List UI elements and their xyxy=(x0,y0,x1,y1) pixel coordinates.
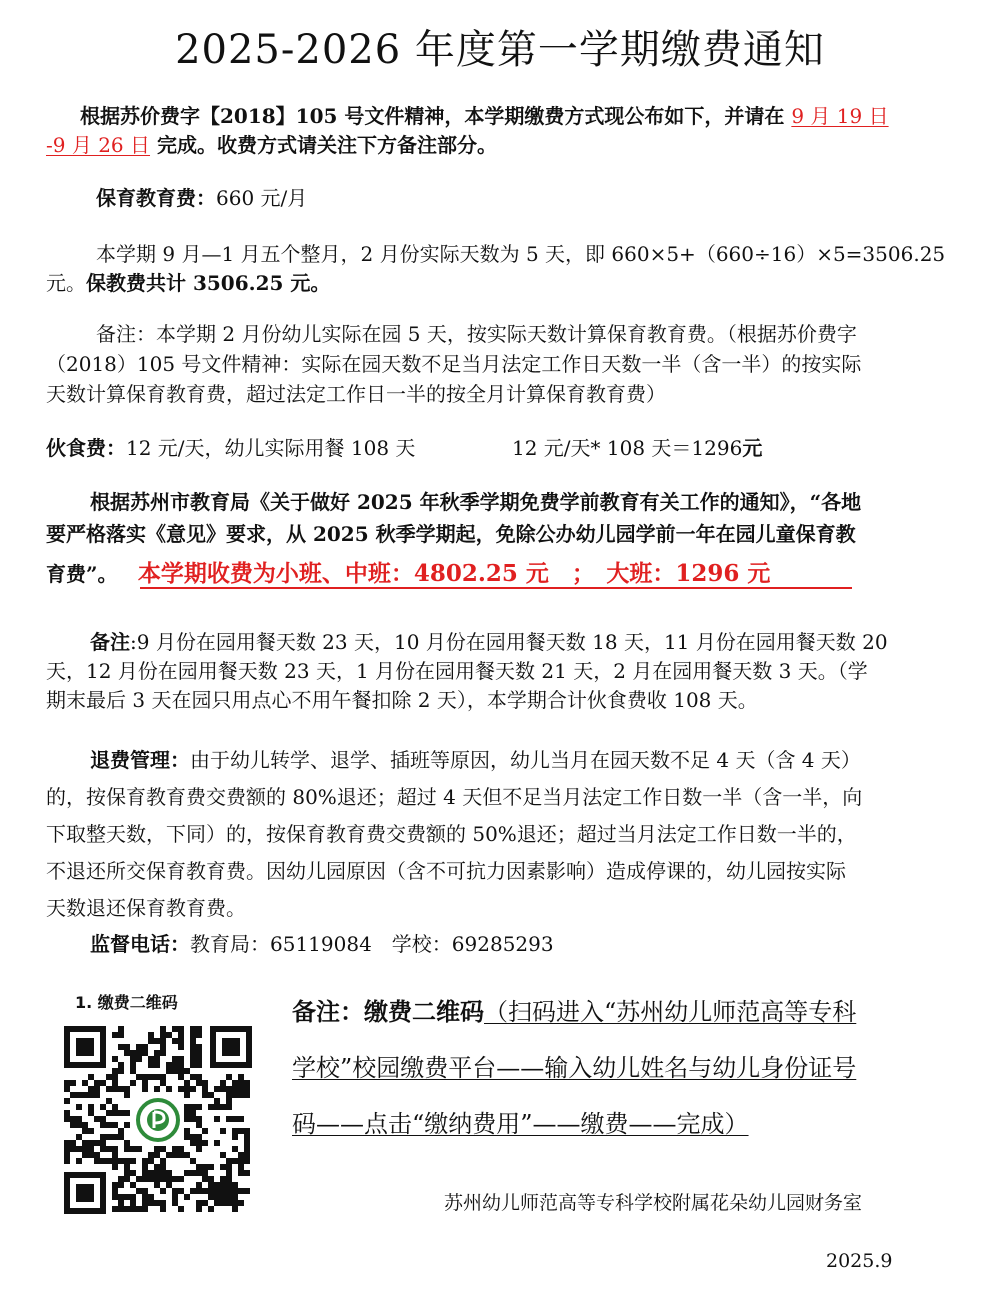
policy-text-end: 育费”。 xyxy=(46,562,118,586)
remark1-line-3: 天数计算保育教育费，超过法定工作日一半的按全月计算保育教育费） xyxy=(46,382,666,406)
intro-line-2 xyxy=(46,133,497,157)
deadline-end: -9 月 26 日 xyxy=(46,133,151,157)
refund-line-3: 下取整天数，下同）的，按保育教育费交费额的 50%退还；超过当月法定工作日数一半的， xyxy=(46,822,857,846)
intro-line-1 xyxy=(80,104,889,128)
refund-text: 由于幼儿转学、退学、插班等原因，幼儿当月在园天数不足 4 天（含 4 天） xyxy=(190,748,861,772)
remark2-line-1 xyxy=(90,630,888,654)
calc-line-1: 本学期 9 月—1 月五个整月，2 月份实际天数为 5 天，即 660×5+（660÷16）×5=3506.25 xyxy=(96,242,946,266)
qr-code-image xyxy=(60,1022,256,1218)
meal-fee-label: 伙食费： xyxy=(46,436,126,460)
refund-line-2: 的，按保育教育费交费额的 80%退还；超过 4 天但不足当月法定工作日数一半（含一半，向 xyxy=(46,785,863,809)
qr-note-text-1: （扫码进入“苏州幼儿师范高等专科 xyxy=(484,998,857,1026)
remark2-line-2: 天，12 月份在园用餐天数 23 天，1 月份在园用餐天数 21 天，2 月在园用餐天数 3 天。（学 xyxy=(46,659,868,683)
qr-note-label: 备注：缴费二维码 xyxy=(292,997,484,1026)
care-fee xyxy=(96,186,307,210)
qr-note-line-3: 码——点击“缴纳费用”——缴费——完成） xyxy=(292,1110,749,1138)
supervision-label: 监督电话： xyxy=(90,932,190,956)
care-fee-total: 保教费共计 3506.25 元。 xyxy=(86,271,331,295)
calc-line-2 xyxy=(46,271,330,295)
supervision-value: 教育局：65119084 学校：69285293 xyxy=(190,932,554,956)
page-title: 2025-2026 年度第一学期缴费通知 xyxy=(175,27,825,73)
fee-summary-underline xyxy=(140,587,852,589)
issuer-org: 苏州幼儿师范高等专科学校附属花朵幼儿园财务室 xyxy=(444,1192,863,1214)
remark1-line-1: 备注：本学期 2 月份幼儿实际在园 5 天，按实际天数计算保育教育费。（根据苏价费字 xyxy=(96,322,857,346)
meal-fee xyxy=(46,436,415,460)
care-fee-value: 660 元/月 xyxy=(216,186,308,210)
refund-label: 退费管理： xyxy=(90,748,190,772)
policy-line-3 xyxy=(46,562,770,586)
qr-note-line-2: 学校”校园缴费平台——输入幼儿姓名与幼儿身份证号 xyxy=(292,1054,857,1082)
fee-summary: 本学期收费为小班、中班：4802.25 元 ； 大班：1296 元 xyxy=(137,560,771,587)
remark2-text: :9 月份在园用餐天数 23 天，10 月份在园用餐天数 18 天，11 月份在园用餐天数 20 xyxy=(130,630,888,654)
deadline-start: 9 月 19 日 xyxy=(791,104,889,128)
care-fee-label: 保育教育费： xyxy=(96,186,216,210)
policy-line-1: 根据苏州市教育局《关于做好 2025 年秋季学期免费学前教育有关工作的通知》，“各地 xyxy=(90,490,862,514)
calc-unit: 元。 xyxy=(46,271,86,295)
meal-fee-calc xyxy=(512,436,762,460)
meal-fee-value: 12 元/天，幼儿实际用餐 108 天 xyxy=(126,436,416,460)
qr-label: 1. 缴费二维码 xyxy=(75,993,178,1012)
refund-line-4: 不退还所交保育教育费。因幼儿园原因（含不可抗力因素影响）造成停课的，幼儿园按实际 xyxy=(46,859,846,883)
intro-text-2: 完成。收费方式请关注下方备注部分。 xyxy=(156,133,497,157)
supervision-phones xyxy=(90,932,554,956)
refund-line-1 xyxy=(90,748,861,772)
policy-line-2: 要严格落实《意见》要求，从 2025 秋季学期起，免除公办幼儿园学前一年在园儿童保育教 xyxy=(46,522,856,546)
intro-text: 根据苏价费字【2018】105 号文件精神，本学期缴费方式现公布如下，并请在 xyxy=(80,104,785,128)
issue-date: 2025.9 xyxy=(826,1250,893,1272)
meal-calc-text: 12 元/天* 108 天＝1296 xyxy=(512,436,743,460)
meal-calc-unit: 元 xyxy=(742,436,763,460)
remark1-line-2: （2018）105 号文件精神：实际在园天数不足当月法定工作日天数一半（含一半）的按实际 xyxy=(46,352,862,376)
qr-note-line-1 xyxy=(292,998,856,1026)
refund-line-5: 天数退还保育教育费。 xyxy=(46,896,246,920)
payment-qr-code[interactable] xyxy=(60,1022,256,1218)
remark2-label: 备注 xyxy=(90,630,130,654)
remark2-line-3: 期末最后 3 天在园只用点心不用午餐扣除 2 天），本学期合计伙食费收 108 天。 xyxy=(46,688,758,712)
